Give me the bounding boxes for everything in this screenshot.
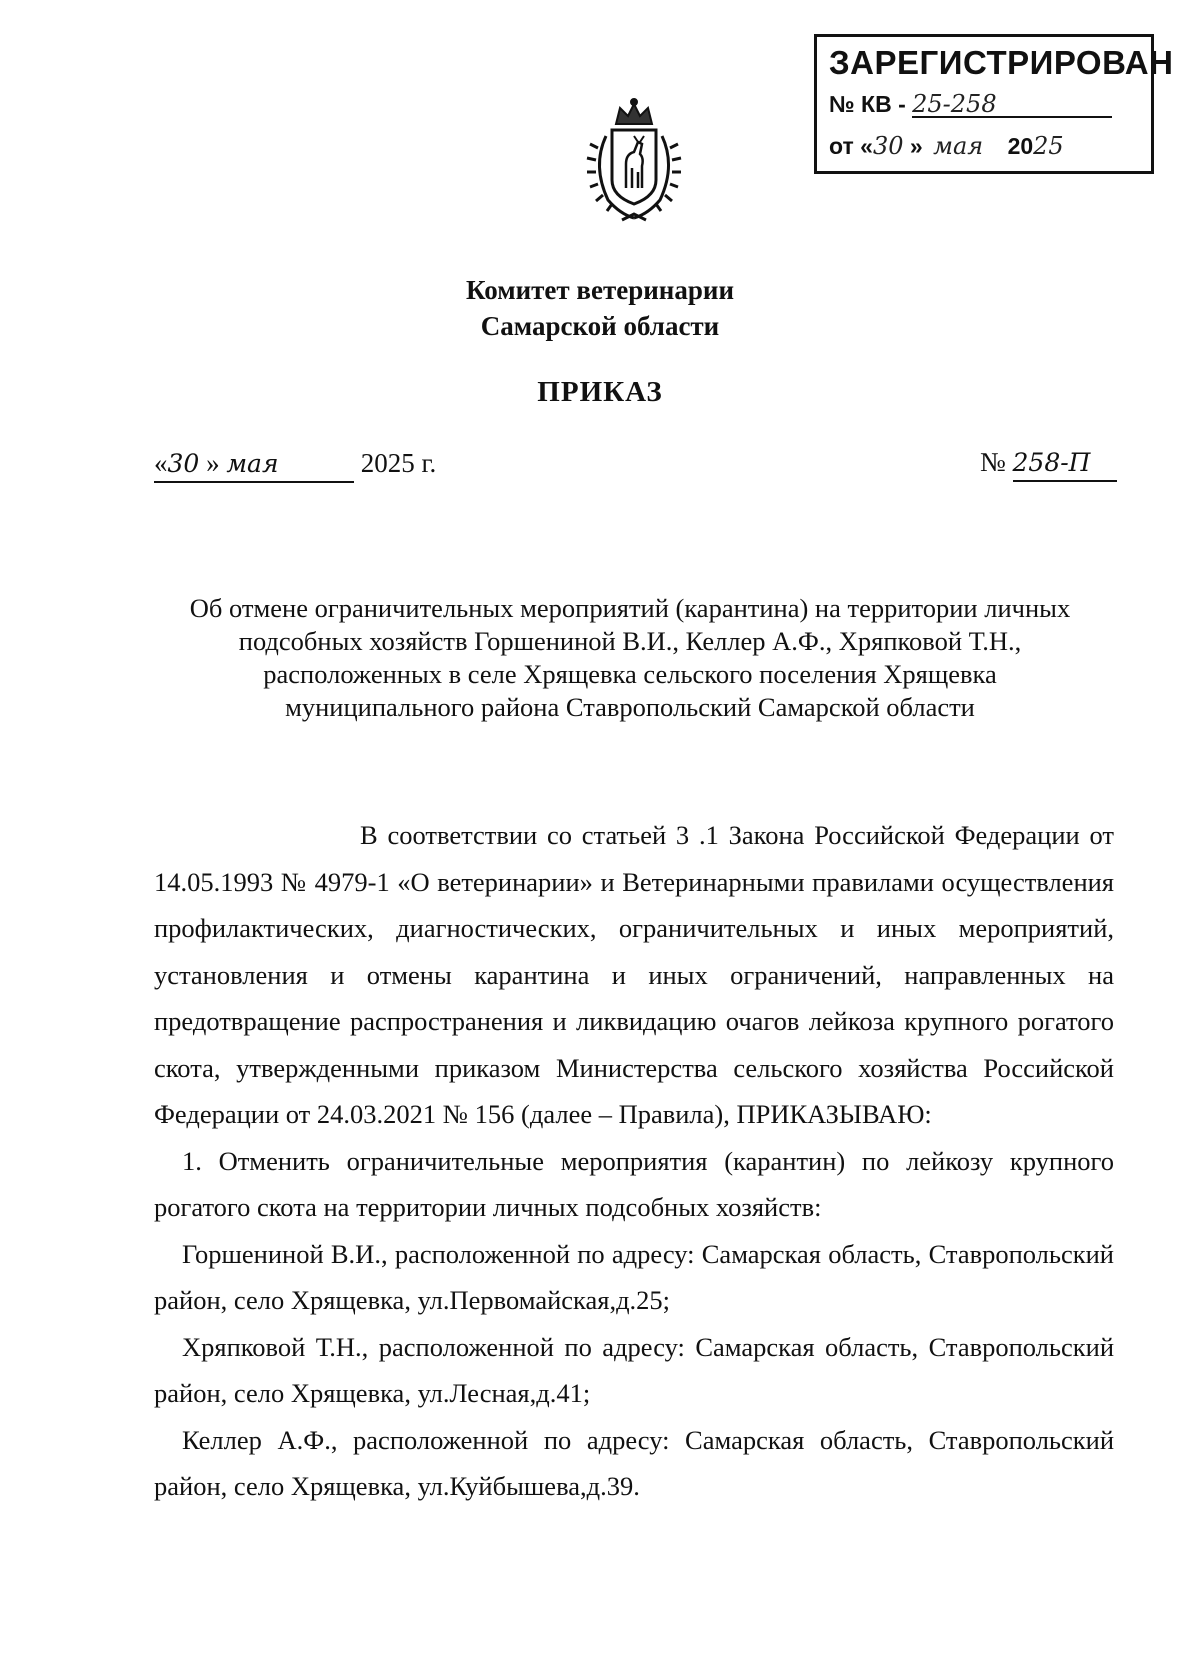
document-type-title: ПРИКАЗ	[537, 376, 663, 408]
preamble-paragraph: В соответствии со статьей 3 .1 Закона Российской Федерации от 14.05.1993 № 4979-1 «О ветеринарии» и Ветеринарными правилами осуществления профилактических, диагностических, ограничительных и иных мероприятий, установления и отмены карантина и иных ограничений, направленных на предотвращение распространения и ликвидацию очагов лейкоза крупного рогатого скота, утвержденными приказом Министерства сельского хозяйства Российской Федерации от 24.03.2021 № 156 (далее – Правила), ПРИКАЗЫВАЮ:	[154, 820, 1114, 1129]
order-date-day: 30	[167, 449, 200, 478]
stamp-number-row	[829, 83, 1139, 125]
order-number-label: №	[980, 447, 1006, 477]
order-number-value: 258-П	[1013, 446, 1117, 482]
stamp-date-month: мая	[933, 132, 984, 160]
registration-stamp	[814, 34, 1174, 174]
farm-address-keller: Келлер А.Ф., расположенной по адресу: Самарская область, Ставропольский район, село Хрящевка, ул.Куйбышева,д.39.	[154, 1424, 1114, 1501]
stamp-number-value: 25-258	[912, 92, 1112, 118]
order-date-year: 2025 г.	[360, 448, 437, 478]
order-subject-line3: расположенных в селе Хрящевка сельского поселения Хрящевка	[263, 659, 997, 689]
farm-address-khryapkova: Хряпковой Т.Н., расположенной по адресу: Самарская область, Ставропольский район, село Хрящевка, ул.Лесная,д.41;	[154, 1331, 1114, 1408]
stamp-date-year-suffix: 25	[1033, 132, 1064, 160]
samara-coat-of-arms-icon	[576, 96, 692, 228]
order-date-close: »	[206, 448, 220, 478]
organization-name-line1: Комитет ветеринарии	[466, 275, 734, 305]
stamp-date-day: 30	[872, 132, 904, 160]
order-subject	[150, 592, 1110, 724]
order-date-open: «	[154, 448, 168, 478]
item-1-paragraph: 1. Отменить ограничительные мероприятия (карантин) по лейкозу крупного рогатого скота на территории личных подсобных хозяйств:	[154, 1145, 1114, 1222]
organization-name	[0, 272, 1200, 344]
order-subject-line4: муниципального района Ставропольский Самарской области	[285, 692, 975, 722]
order-subject-line1: Об отмене ограничительных мероприятий (карантина) на территории личных	[189, 593, 1071, 623]
stamp-title: ЗАРЕГИСТРИРОВАН	[829, 44, 1174, 81]
farm-address-gorshenina: Горшениной В.И., расположенной по адресу: Самарская область, Ставропольский район, село Хрящевка, ул.Первомайская,д.25;	[154, 1238, 1114, 1315]
organization-name-line2: Самарской области	[480, 311, 720, 341]
stamp-date-year-prefix: 20	[1007, 133, 1034, 159]
stamp-number-label: № КВ -	[829, 91, 906, 117]
stamp-date-prefix: от «	[829, 133, 873, 159]
stamp-date-row	[829, 125, 1139, 167]
order-body	[154, 812, 1114, 1510]
stamp-date-mid: »	[909, 133, 923, 159]
order-date-month: мая	[226, 449, 279, 478]
order-date-handwritten	[154, 446, 354, 483]
order-date	[154, 446, 436, 483]
order-number	[980, 446, 1117, 482]
order-subject-line2: подсобных хозяйств Горшениной В.И., Келлер А.Ф., Хряпковой Т.Н.,	[238, 626, 1022, 656]
